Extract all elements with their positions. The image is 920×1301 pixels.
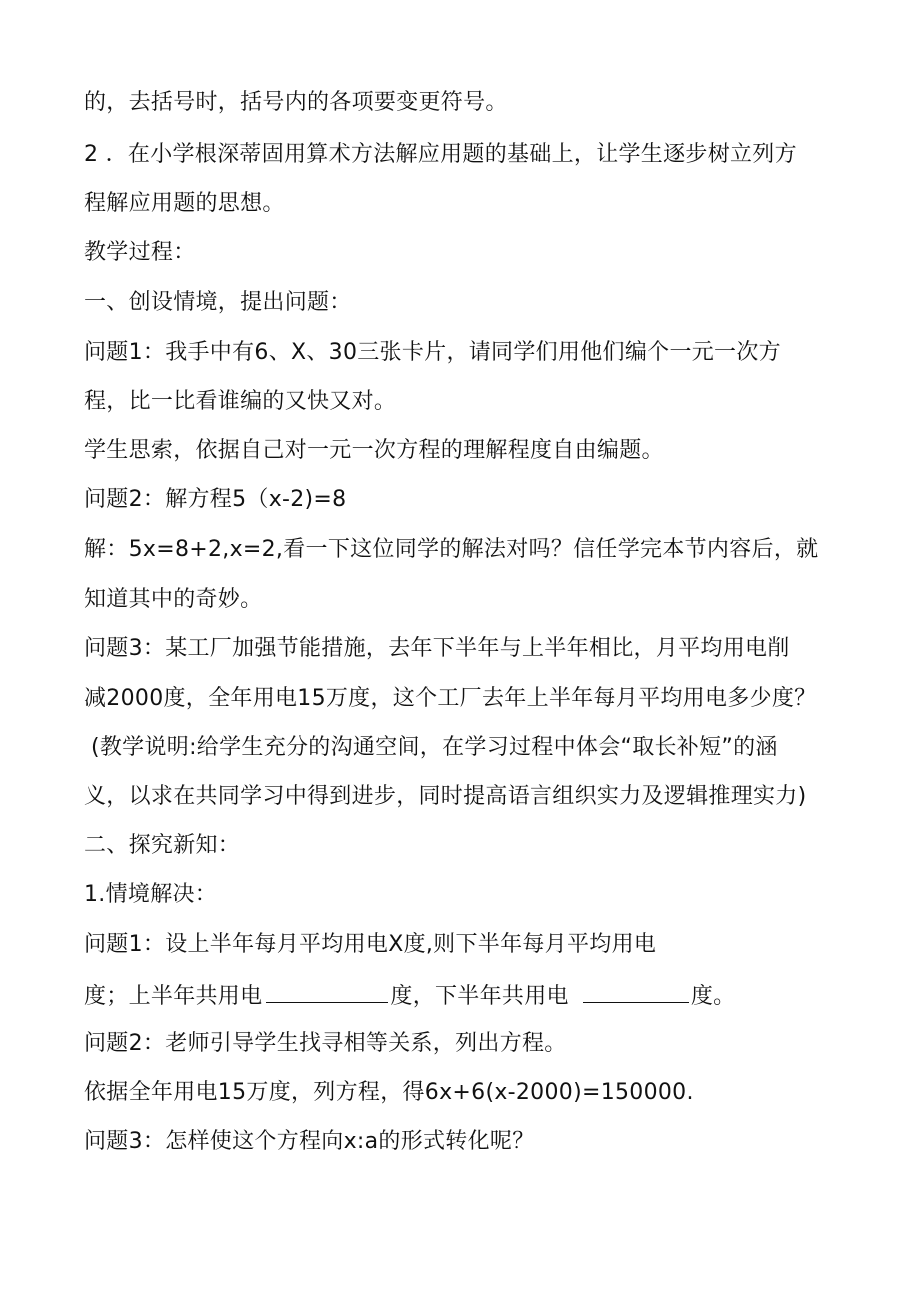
text-line: 问题2：老师引导学生找寻相等关系，列出方程。 <box>84 1031 567 1056</box>
section-heading: 二、探究新知： <box>84 833 241 858</box>
text-line: 问题3：怎样使这个方程向x:a的形式转化呢？ <box>84 1129 535 1154</box>
blank-line-text: 度，下半年共用电 <box>390 984 569 1009</box>
section-heading: 教学过程： <box>84 240 196 265</box>
text-line: 2 ．在小学根深蒂固用算术方法解应用题的基础上，让学生逐步树立列方 <box>84 142 797 167</box>
text-line: 的，去括号时，括号内的各项要变更符号。 <box>84 90 508 115</box>
text-line: 问题3：某工厂加强节能措施，去年下半年与上半年相比，月平均用电削 <box>84 636 790 661</box>
text-line: 义，以求在共同学习中得到进步，同时提高语言组织实力及逻辑推理实力) <box>84 784 807 809</box>
text-line: 学生思索，依据自己对一元一次方程的理解程度自由编题。 <box>84 438 664 463</box>
text-line: 知道其中的奇妙。 <box>84 587 263 612</box>
text-line: 1.情境解决： <box>84 882 218 907</box>
text-line: 程解应用题的思想。 <box>84 191 285 216</box>
answer-blank[interactable] <box>583 980 689 1003</box>
answer-blank[interactable] <box>266 980 388 1003</box>
text-line: 问题2：解方程5（x-2)=8 <box>84 487 347 512</box>
text-line: 问题1：我手中有6、X、30三张卡片，请同学们用他们编个一元一次方 <box>84 340 781 365</box>
text-line: 问题1：设上半年每月平均用电X度,则下半年每月平均用电 <box>84 932 657 957</box>
text-line: 解：5x=8+2,x=2,看一下这位同学的解法对吗？信任学完本节内容后，就 <box>84 537 819 562</box>
text-line: (教学说明:给学生充分的沟通空间，在学习过程中体会“取长补短”的涵 <box>91 735 778 760</box>
section-heading: 一、创设情境，提出问题： <box>84 290 352 315</box>
blank-line-text: 度；上半年共用电 <box>84 984 263 1009</box>
blank-line-text: 度。 <box>690 984 736 1009</box>
text-line: 程，比一比看谁编的又快又对。 <box>84 389 397 414</box>
text-line: 依据全年用电15万度，列方程，得6x+6(x-2000)=150000. <box>84 1080 694 1105</box>
text-line: 减2000度，全年用电15万度，这个工厂去年上半年每月平均用电多少度？ <box>84 686 817 711</box>
fill-in-blank-line <box>84 980 735 1012</box>
